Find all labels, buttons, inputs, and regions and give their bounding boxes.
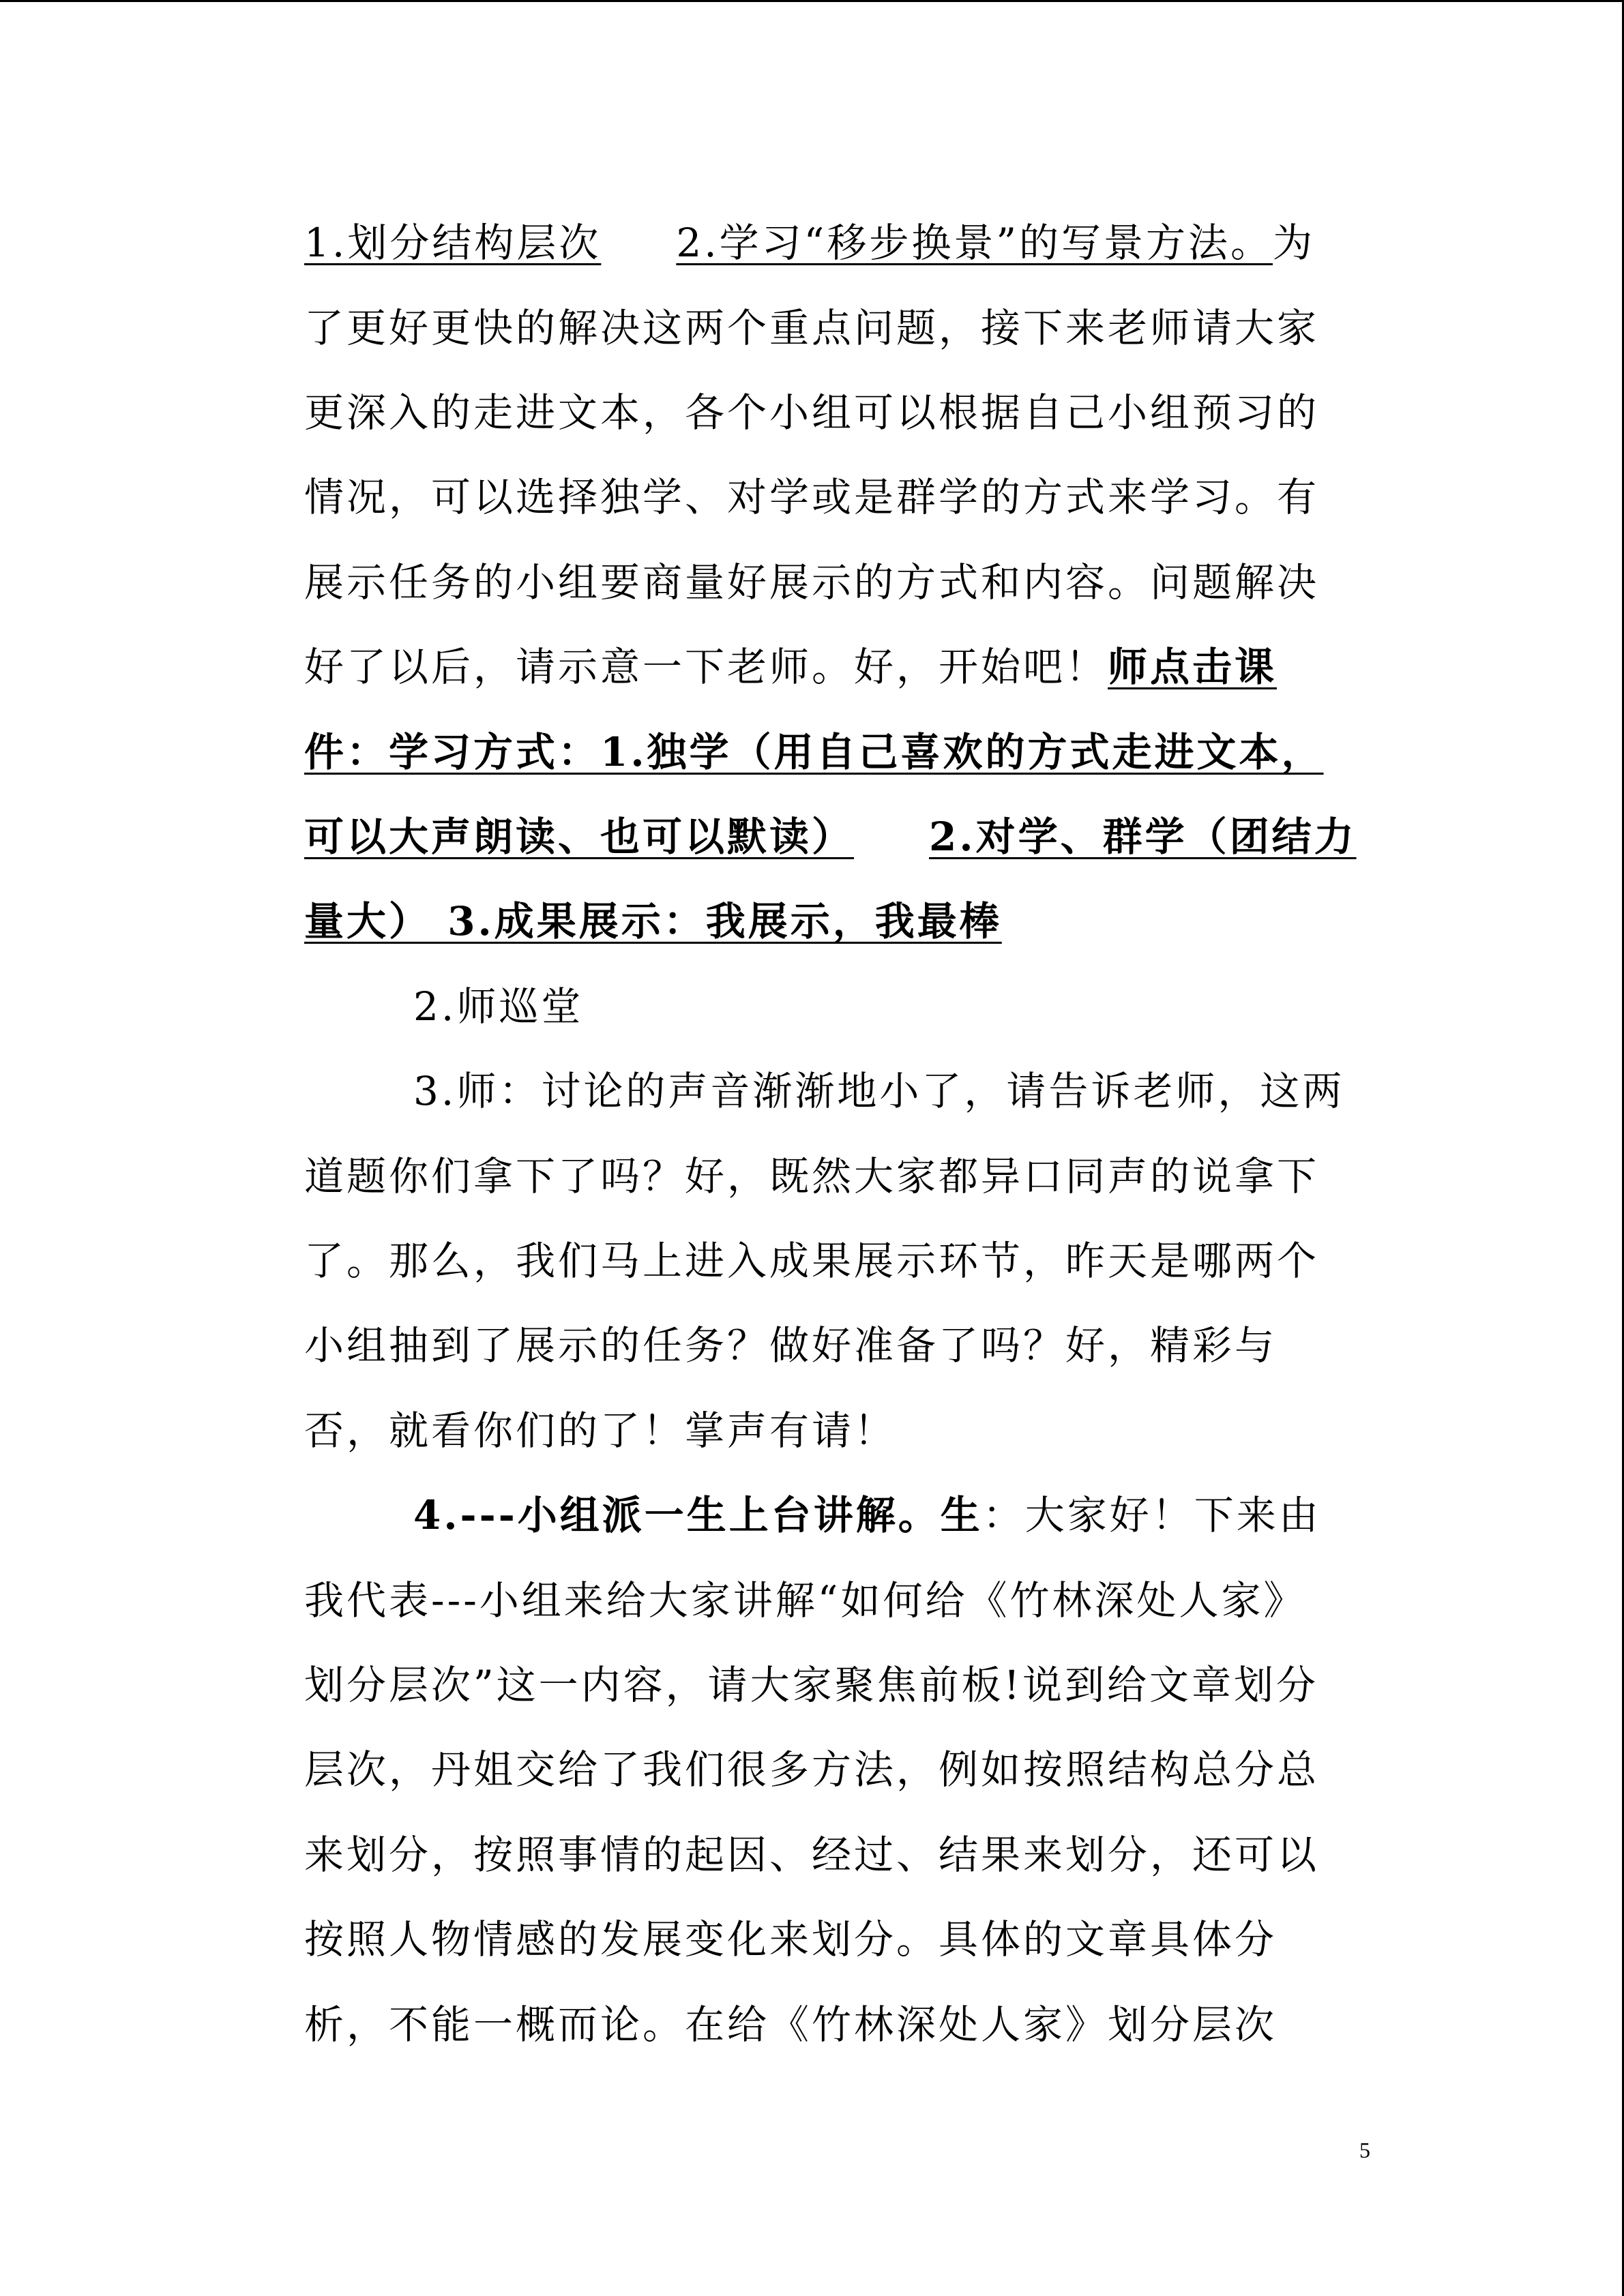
underlined-phrase: [304, 220, 1273, 266]
text-segment: 可以大声朗读、也可以默读）: [304, 814, 855, 860]
text-line-10: 2.师巡堂: [413, 983, 584, 1030]
text-segment: 为: [1273, 220, 1316, 266]
text-line-17: 我代表---小组来给大家讲解“如何给《竹林深处人家》: [304, 1577, 1306, 1624]
text-segment: 1.划分结构层次: [304, 220, 602, 266]
text-line-14: 小组抽到了展示的任务？做好准备了吗？好，精彩与: [304, 1322, 1278, 1369]
text-line-21: 按照人物情感的发展变化来划分。具体的文章具体分: [304, 1916, 1278, 1963]
text-line-22: 析，不能一概而论。在给《竹林深处人家》划分层次: [304, 2001, 1278, 2048]
text-line-11: 3.师：讨论的声音渐渐地小了，请告诉老师，这两: [413, 1068, 1345, 1114]
text-line-8: [304, 809, 1357, 864]
text-line-20: 来划分，按照事情的起因、经过、结果来划分，还可以: [304, 1832, 1320, 1878]
text-line-15: 否，就看你们的了！掌声有请！: [304, 1407, 897, 1454]
text-line-5: 展示任务的小组要商量好展示的方式和内容。问题解决: [304, 559, 1320, 606]
text-line-1: [304, 215, 1315, 270]
text-line-12: 道题你们拿下了吗？好，既然大家都异口同声的说拿下: [304, 1153, 1320, 1199]
text-line-19: 层次，丹姐交给了我们很多方法，例如按照结构总分总: [304, 1746, 1320, 1793]
text-line-4: 情况，可以选择独学、对学或是群学的方式来学习。有: [304, 474, 1320, 520]
text-segment: 2.学习“移步换景”的写景方法。: [676, 220, 1273, 266]
page-number: 5: [1359, 2138, 1370, 2162]
bold-underlined-phrase: 师点击课: [1108, 644, 1278, 690]
text-line-6: [304, 640, 1277, 694]
text-segment: 好了以后，请示意一下老师。好，开始吧！: [304, 644, 1108, 690]
text-line-7: 件：学习方式：1.独学（用自己喜欢的方式走进文本，: [304, 729, 1324, 775]
text-line-3: 更深入的走进文本，各个小组可以根据自己小组预习的: [304, 389, 1320, 436]
text-line-16: [413, 1488, 1321, 1542]
text-line-2: 了更好更快的解决这两个重点问题，接下来老师请大家: [304, 305, 1320, 351]
bold-phrase: 4.---小组派一生上台讲解。生: [413, 1492, 983, 1538]
text-line-18: 划分层次”这一内容，请大家聚焦前板!说到给文章划分: [304, 1662, 1318, 1708]
text-segment: ：大家好！下来由: [982, 1492, 1321, 1538]
text-line-9: 量大） 3.成果展示：我展示，我最棒: [304, 898, 1002, 944]
text-segment: 2.对学、群学（团结力: [929, 814, 1357, 860]
text-line-13: 了。那么，我们马上进入成果展示环节，昨天是哪两个: [304, 1238, 1320, 1284]
